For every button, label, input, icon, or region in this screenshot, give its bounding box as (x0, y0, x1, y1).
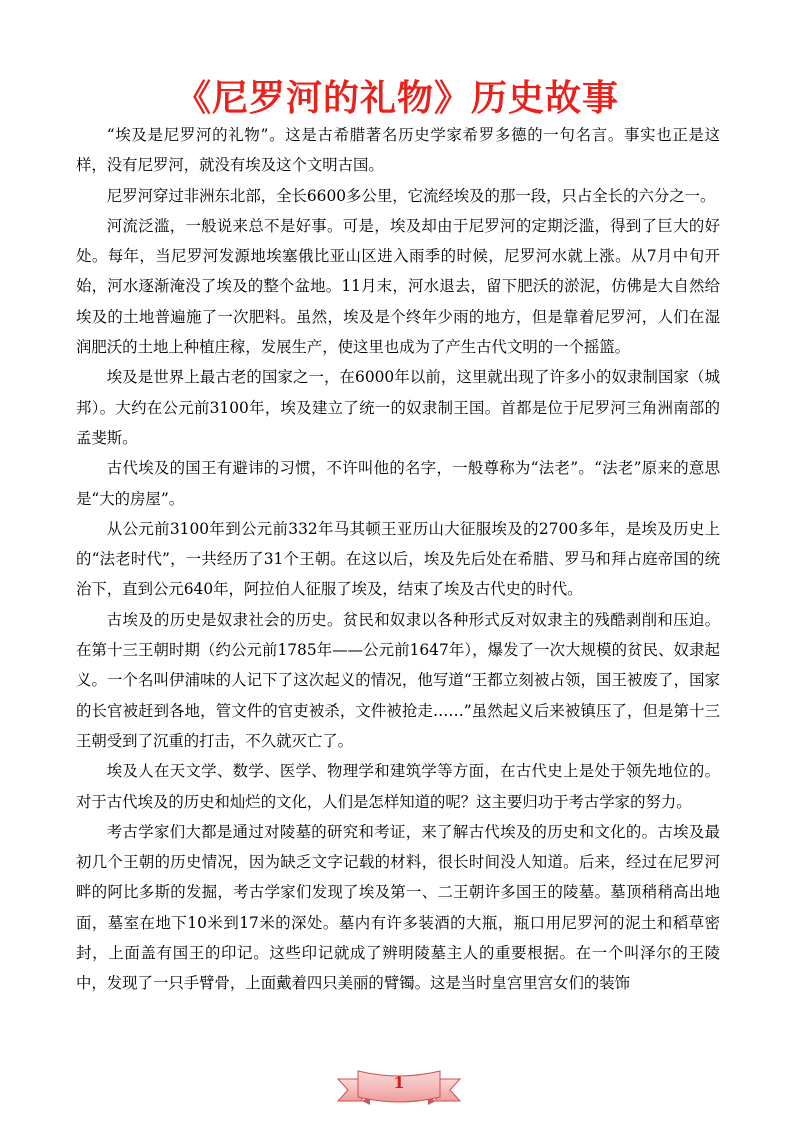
paragraph: 河流泛滥，一般说来总不是好事。可是，埃及却由于尼罗河的定期泛滥，得到了巨大的好处。每年，当尼罗河发源地埃塞俄比亚山区进入雨季的时候，尼罗河水就上涨。从7月中旬开始，河水逐渐淹没了埃及的整个盆地。11月末，河水退去，留下肥沃的淤泥，仿佛是大自然给埃及的土地普遍施了一次肥料。虽然，埃及是个终年少雨的地方，但是靠着尼罗河，人们在湿润肥沃的土地上种植庄稼，发展生产，使这里也成为了产生古代文明的一个摇篮。 (76, 216, 720, 357)
paragraph: 埃及人在天文学、数学、医学、物理学和建筑学等方面，在古代史上是处于领先地位的。对于古代埃及的历史和灿烂的文化，人们是怎样知道的呢？这主要归功于考古学家的努力。 (76, 762, 720, 811)
paragraph: 从公元前3100年到公元前332年马其顿王亚历山大征服埃及的2700多年，是埃及历史上的“法老时代”，一共经历了31个王朝。在这以后，埃及先后处在希腊、罗马和拜占庭帝国的统治下，直到公元640年，阿拉伯人征服了埃及，结束了埃及古代史的时代。 (76, 519, 720, 599)
page-number: 1 (393, 1073, 405, 1092)
paragraph: 埃及是世界上最古老的国家之一，在6000年以前，这里就出现了许多小的奴隶制国家（城邦）。大约在公元前3100年，埃及建立了统一的奴隶制王国。首都是位于尼罗河三角洲南部的孟斐斯。 (76, 368, 720, 447)
paragraph: 古代埃及的国王有避讳的习惯，不许叫他的名字，一般尊称为“法老”。“法老”原来的意思是“大的房屋”。 (76, 459, 720, 508)
paragraph: 古埃及的历史是奴隶社会的历史。贫民和奴隶以各种形式反对奴隶主的残酷剥削和压迫。在第十三王朝时期（约公元前1785年——公元前1647年），爆发了一次大规模的贫民、奴隶起义。一个名叫伊浦味的人记下了这次起义的情况，他写道“王都立刻被占领，国王被废了，国家的长官被赶到各地，管文件的官吏被杀，文件被抢走……”虽然起义后来被镇压了，但是第十三王朝受到了沉重的打击，不久就灭亡了。 (76, 610, 720, 750)
paragraph: 尼罗河穿过非洲东北部，全长6600多公里，它流经埃及的那一段，只占全长的六分之一。 (106, 186, 716, 205)
article-body (76, 120, 720, 999)
page-footer (336, 1067, 462, 1109)
paragraph: 考古学家们大都是通过对陵墓的研究和考证，来了解古代埃及的历史和文化的。古埃及最初几个王朝的历史情况，因为缺乏文字记载的材料，很长时间没人知道。后来，经过在尼罗河畔的阿比多斯的发掘，考古学家们发现了埃及第一、二王朝许多国王的陵墓。墓顶稍稍高出地面，墓室在地下10米到17米的深处。墓内有许多装酒的大瓶，瓶口用尼罗河的泥土和稻草密封，上面盖有国王的印记。这些印记就成了辨明陵墓主人的重要根据。在一个叫泽尔的王陵中，发现了一只手臂骨，上面戴着四只美丽的臂镯。这是当时皇宫里宫女们的装饰 (76, 822, 720, 993)
page-title: 《尼罗河的礼物》历史故事 (174, 77, 619, 119)
paragraph: “埃及是尼罗河的礼物”。这是古希腊著名历史学家希罗多德的一句名言。事实也正是这样，没有尼罗河，就没有埃及这个文明古国。 (76, 126, 720, 175)
